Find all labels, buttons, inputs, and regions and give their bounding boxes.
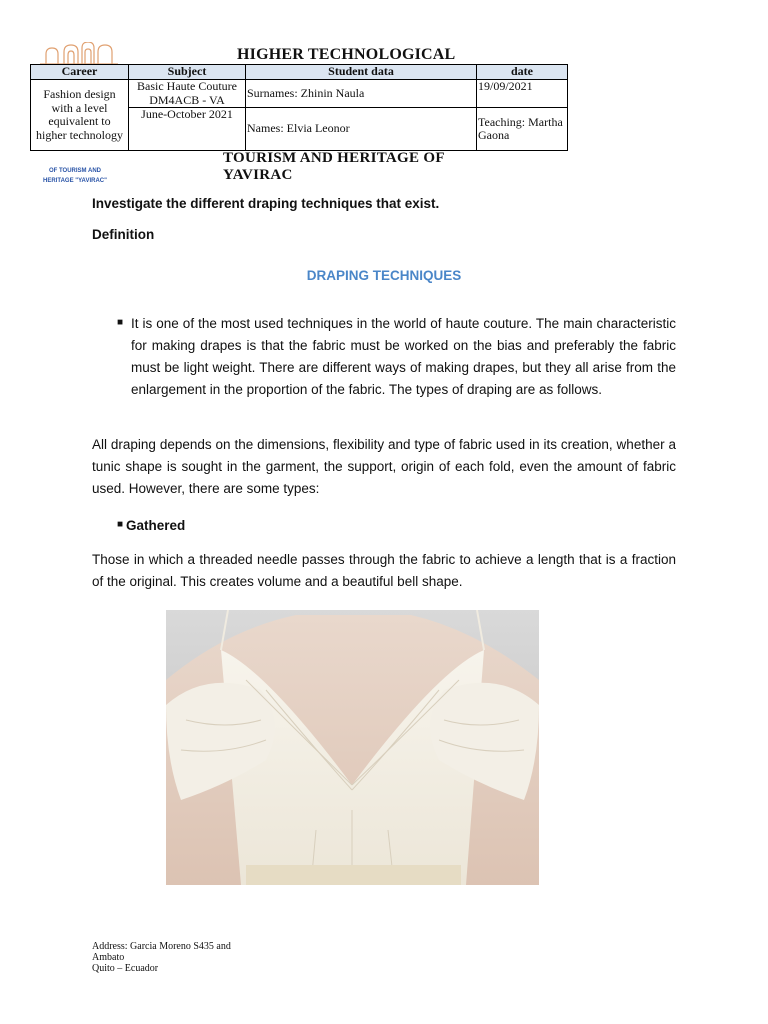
names-cell: Names: Elvia Leonor (246, 108, 477, 151)
column-header-student-data: Student data (246, 65, 477, 80)
gathered-subheading: Gathered (126, 518, 186, 533)
bullet-icon: ■ (117, 519, 124, 530)
period-cell: June-October 2021 (129, 108, 246, 151)
column-header-subject: Subject (129, 65, 246, 80)
student-info-table (30, 64, 568, 151)
section-title: DRAPING TECHNIQUES (306, 268, 462, 283)
surnames-cell: Surnames: Zhinin Naula (246, 80, 477, 108)
draped-garment-photo (166, 610, 539, 885)
institution-logo (38, 42, 120, 66)
bullet-icon: ■ (117, 317, 124, 328)
definition-label: Definition (92, 227, 155, 242)
column-header-career: Career (31, 65, 129, 80)
date-cell: 19/09/2021 (477, 80, 568, 108)
table-header-row (31, 65, 568, 80)
column-header-date: date (477, 65, 568, 80)
task-heading: Investigate the different draping techniques that exist. (92, 196, 440, 211)
bullet-paragraph: It is one of the most used techniques in the world of haute couture. The main characteristic for making drapes is that the fabric must be worked on the bias and preferably the fabric must be light weight. There are different ways of making drapes, but they all arise from the enlargement in the proportion of the fabric. The types of draping are as follows. (131, 316, 676, 397)
career-cell: Fashion design with a level equivalent to higher technology (31, 80, 129, 151)
draping-paragraph: All draping depends on the dimensions, flexibility and type of fabric used in its creation, whether a tunic shape is sought in the garment, the support, origin of each fold, even the amount of fabric used. However, there are some types: (92, 437, 676, 496)
institution-name-top: HIGHER TECHNOLOGICAL (237, 46, 456, 63)
gathered-paragraph: Those in which a threaded needle passes through the fabric to achieve a length that is a fraction of the original. This creates volume and a beautiful bell shape. (92, 552, 676, 589)
subject-cell: Basic Haute Couture DM4ACB - VA (129, 80, 246, 108)
logo-caption: OF TOURISM AND HERITAGE "YAVIRAC" (43, 168, 107, 184)
teaching-cell: Teaching: Martha Gaona (477, 108, 568, 151)
table-row (31, 80, 568, 108)
footer-address: Address: Garcia Moreno S435 and Ambato Quito – Ecuador (92, 941, 231, 974)
institution-name-bottom: TOURISM AND HERITAGE OF YAVIRAC (223, 150, 445, 183)
